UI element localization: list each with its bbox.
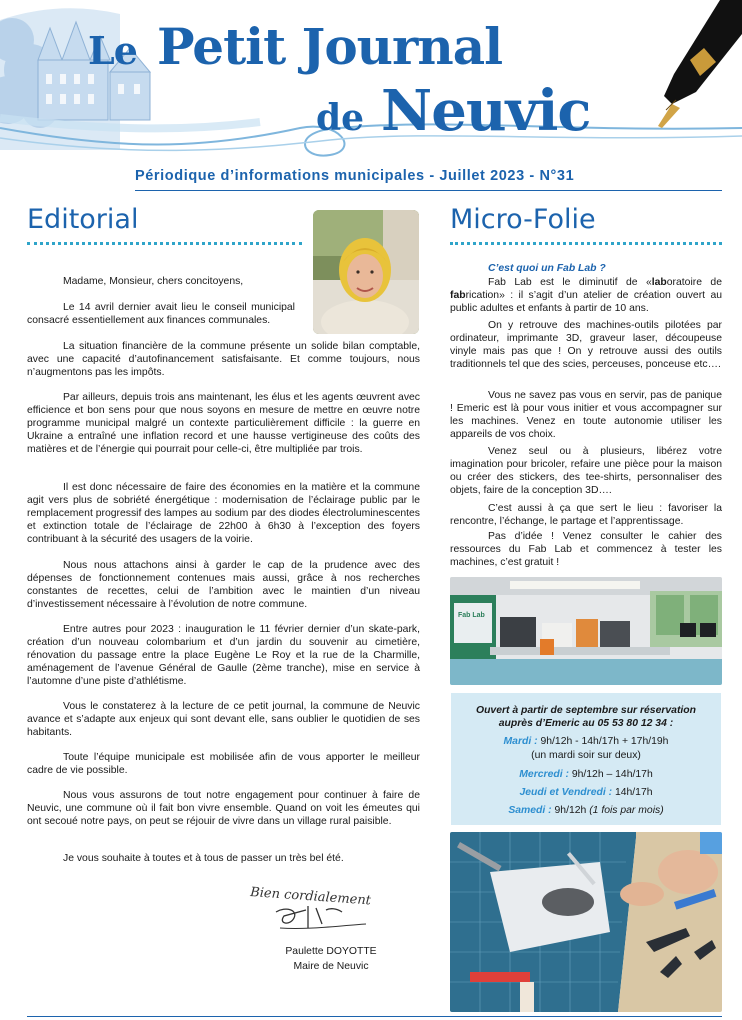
fablab-crafting-photo — [450, 832, 722, 1012]
schedule-row-mardi: Mardi : 9h/12h - 14h/17h + 17h/19h — [503, 736, 669, 747]
editorial-paragraph: La situation financière de la commune présente un solide bilan comptable, avec une capacité d’autofinancement satisfaisante. Et comme toujours, nous n’augmentons pas les impôts. — [27, 341, 420, 378]
fablab-room-photo — [450, 577, 722, 685]
schedule-heading-line2: auprès d’Emeric au 05 53 80 12 34 : — [498, 718, 674, 729]
fablab-intro: Fab Lab est le diminutif de «laboratoire de fabrication» : il s’agit d’un atelier de création ouvert au public adultes et enfants à partir de 10 ans. — [450, 277, 722, 314]
editorial-paragraph: Il est donc nécessaire de faire des économies en la matière et la commune agit vers plus de sobriété énergétique : modernisation de l’éclairage public par le remplacement progressif des lampes au sodium par des diodes électroluminescentes et extinction totale de l’éclairage de 22h00 à 6h30 à l’exception des foyers contribuant à la sécurité des usagers de la voirie. — [27, 482, 420, 545]
editorial-paragraph: Le 14 avril dernier avait lieu le conseil municipal consacré essentiellement aux finances communales. — [27, 302, 295, 326]
editorial-paragraph: Nous nous attachons ainsi à garder le cap de la prudence avec des dépenses de fonctionnement contenues mais aussi, grâce à nos recherches constantes de recettes, celui de l’ambition avec le maintien d’un niveau d’investissement nécessaire à l’évolution de notre commune. — [27, 560, 420, 610]
schedule-row-samedi: Samedi : 9h/12h (1 fois par mois) — [508, 805, 664, 816]
editorial-heading: Editorial — [27, 204, 139, 235]
microfolie-heading: Micro-Folie — [450, 204, 596, 235]
masthead — [0, 0, 742, 192]
title-de: de — [316, 97, 365, 139]
title-neuvic: Neuvic — [381, 78, 591, 144]
schedule-box — [451, 693, 721, 825]
fablab-paragraph: Pas d’idée ! Venez consulter le cahier des ressources du Fab Lab et commencez à tester les machines, c’est gratuit ! — [450, 531, 722, 568]
microfolie-heading-underline — [450, 242, 722, 245]
editorial-paragraph: Vous le constaterez à la lecture de ce petit journal, la commune de Neuvic avance et s’adapte aux enjeux qui sont devant elle, sans oublier le quotidien de ses habitants. — [27, 701, 420, 738]
signer-name: Paulette DOYOTTE — [285, 946, 377, 957]
editorial-paragraph: Par ailleurs, depuis trois ans maintenant, les élus et les agents œuvrent avec efficience et bon sens pour que nous soyons en mesure de mettre en œuvre notre programme municipal malgré un contexte particulièrement difficile : la guerre en Ukraine a entraîné une inflation record et une hausse vertigineuse des coûts des matières et de l’énergie qui pourrait pour celle-ci, être multipliée par trois. — [27, 392, 420, 455]
fablab-question: C’est quoi un Fab Lab ? — [488, 263, 606, 274]
editorial-paragraph: Entre autres pour 2023 : inauguration le 11 février dernier d’un skate-park, création d’un nouveau colombarium et d’un jardin du souvenir au cimetière, rénovation du passage entre la place Eugène Le Roy et la rue de la Charmille, aménagement de l’avenue Général de Gaulle (2ème tranche), mise en service à l’automne d’une piste d’athlétisme. — [27, 624, 420, 687]
editorial-paragraph: Toute l’équipe municipale est mobilisée afin de vous apporter le meilleur cadre de vie possible. — [27, 752, 420, 776]
title-le: Le — [88, 28, 137, 73]
fablab-paragraph: Venez seul ou à plusieurs, libérez votre imagination pour bricoler, refaire une pièce pour la maison ou créer des stickers, des tee-shirts, personnaliser des objets, faire de la conception 3D…. — [450, 446, 722, 496]
svg-text:Bien cordialement: Bien cordialement — [249, 885, 372, 909]
schedule-row-mercredi: Mercredi : 9h/12h – 14h/17h — [519, 769, 653, 780]
issue-subtitle: Périodique d’informations municipales - Juillet 2023 - N°31 — [135, 168, 575, 184]
fablab-paragraph: On y retrouve des machines-outils pilotées par ordinateur, imprimante 3D, graveur laser, découpeuse vinyle mais pas que ! On y retrouve aussi des outils traditionnels tel que des scies, perceuses, ponceuse etc…. — [450, 320, 722, 370]
schedule-row-jeudi-vendredi: Jeudi et Vendredi : 14h/17h — [519, 787, 653, 798]
editorial-paragraph: Je vous souhaite à toutes et à tous de passer un très bel été. — [63, 853, 344, 864]
fablab-paragraph: Vous ne savez pas vous en servir, pas de panique ! Emeric est là pour vous initier et vous accompagner sur les machines. Venez en toute autonomie utiliser les appareils de vos choix. — [450, 390, 722, 440]
handwritten-signature — [246, 880, 416, 935]
signer-role: Maire de Neuvic — [293, 961, 369, 972]
footer-rule — [27, 1016, 722, 1017]
editorial-paragraph: Madame, Monsieur, chers concitoyens, — [63, 276, 244, 287]
masthead-rule — [135, 190, 722, 191]
mayor-portrait — [313, 210, 419, 334]
fablab-paragraph: C’est aussi à ça que sert le lieu : favoriser la rencontre, l’échange, le partage et l’apprentissage. — [450, 503, 722, 527]
editorial-heading-underline — [27, 242, 302, 245]
editorial-paragraph: Nous vous assurons de tout notre engagement pour continuer à faire de Neuvic, une commune où il fait bon vivre ensemble. Quand on voit les émeutes qui ont secoué notre pays, on peut se réjouir de vivre dans un village rural paisible. — [27, 790, 420, 827]
title-petit-journal: Petit Journal — [157, 17, 503, 76]
svg-text:Fab Lab: Fab Lab — [458, 612, 485, 619]
schedule-heading-line1: Ouvert à partir de septembre sur réservation — [475, 705, 697, 716]
schedule-row-mardi-note: (un mardi soir sur deux) — [531, 750, 641, 761]
